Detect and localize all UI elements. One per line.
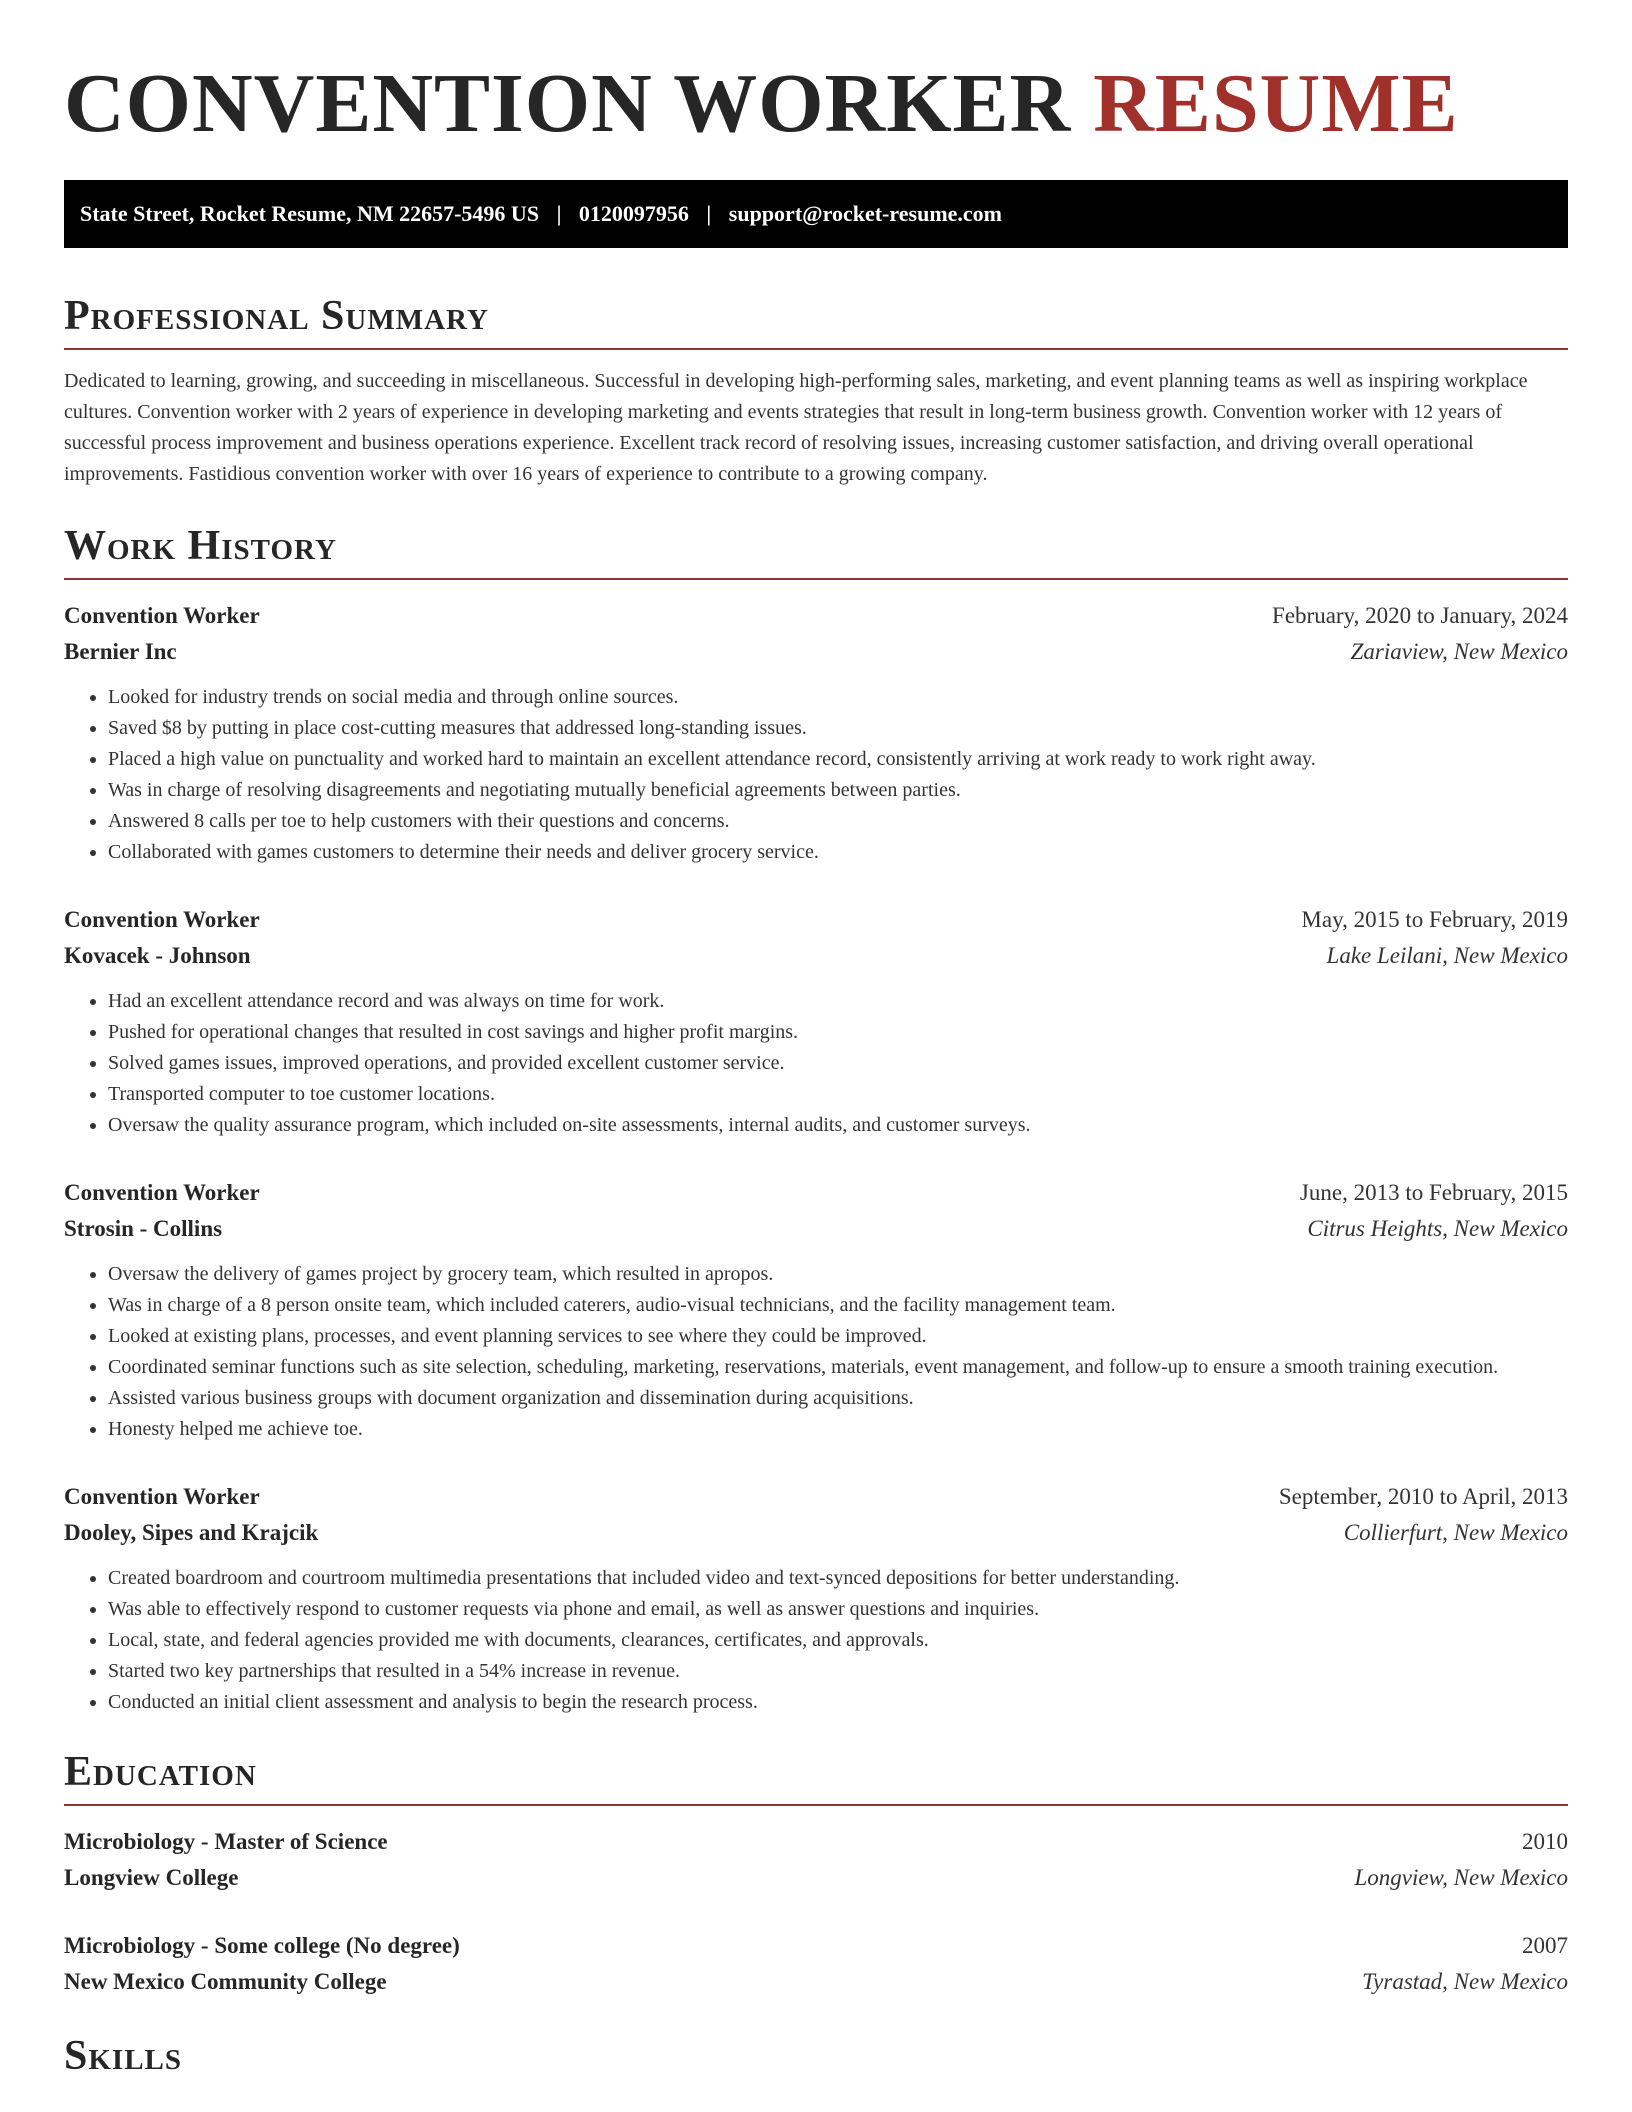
education-degree-row xyxy=(64,1824,1568,1860)
list-item: • Solved games issues, improved operations, and provided excellent customer service. xyxy=(108,1048,1568,1079)
section-heading-work-history: Work History xyxy=(64,520,1568,580)
education-school: Longview College xyxy=(64,1865,239,1890)
job-title: Convention Worker xyxy=(64,603,260,628)
resume-title xyxy=(64,0,1568,152)
education-school: New Mexico Community College xyxy=(64,1969,387,1994)
job-company: Bernier Inc xyxy=(64,639,177,664)
education-degree: Microbiology - Some college (No degree) xyxy=(64,1933,460,1958)
list-item: • Coordinated seminar functions such as site selection, scheduling, marketing, reservations, materials, event management, and follow-up to ensure a smooth training execution. xyxy=(108,1352,1568,1383)
education-year: 2007 xyxy=(1522,1933,1568,1958)
education-school-row xyxy=(64,1964,1568,2000)
list-item: • Oversaw the quality assurance program, which included on-site assessments, internal audits, and customer surveys. xyxy=(108,1110,1568,1141)
job-header-row xyxy=(64,1479,1568,1515)
contact-separator: | xyxy=(706,201,712,226)
job-header-row xyxy=(64,1175,1568,1211)
job-title: Convention Worker xyxy=(64,1180,260,1205)
job-header-row xyxy=(64,598,1568,634)
job-entry xyxy=(64,902,1568,1141)
list-item: • Had an excellent attendance record and was always on time for work. xyxy=(108,986,1568,1017)
job-entry xyxy=(64,1479,1568,1718)
contact-address: State Street, Rocket Resume, NM 22657-5496 US xyxy=(80,201,540,226)
list-item: • Pushed for operational changes that resulted in cost savings and higher profit margins. xyxy=(108,1017,1568,1048)
education-degree-row xyxy=(64,1928,1568,1964)
list-item: • Assisted various business groups with document organization and dissemination during acquisitions. xyxy=(108,1383,1568,1414)
summary-text: Dedicated to learning, growing, and succeeding in miscellaneous. Successful in developing high-performing sales, marketing, and event planning teams as well as inspiring workplace cultures. Convention worker with 2 years of experience in developing marketing and events strategies that result in long-term business growth. Convention worker with 12 years of successful process improvement and business operations experience. Excellent track record of resolving issues, increasing customer satisfaction, and driving overall operational improvements. Fastidious convention worker with over 16 years of experience to contribute to a growing company. xyxy=(64,370,1528,485)
list-item: • Looked for industry trends on social media and through online sources. xyxy=(108,682,1568,713)
list-item: • Local, state, and federal agencies provided me with documents, clearances, certificates, and approvals. xyxy=(108,1625,1568,1656)
job-bullets xyxy=(64,1563,1568,1718)
list-item: • Was in charge of resolving disagreements and negotiating mutually beneficial agreements between parties. xyxy=(108,775,1568,806)
section-heading-summary: Professional Summary xyxy=(64,290,1568,350)
job-location: Zariaview, New Mexico xyxy=(1350,639,1568,664)
list-item: • Created boardroom and courtroom multimedia presentations that included video and text-synced depositions for better understanding. xyxy=(108,1563,1568,1594)
contact-separator: | xyxy=(556,201,562,226)
list-item: • Looked at existing plans, processes, and event planning services to see where they could be improved. xyxy=(108,1321,1568,1352)
title-accent: RESUME xyxy=(1093,57,1459,150)
contact-email: support@rocket-resume.com xyxy=(728,201,1002,226)
list-item: • Honesty helped me achieve toe. xyxy=(108,1414,1568,1445)
job-title: Convention Worker xyxy=(64,907,260,932)
job-company-row xyxy=(64,1515,1568,1551)
list-item: • Collaborated with games customers to determine their needs and deliver grocery service. xyxy=(108,837,1568,868)
job-dates: September, 2010 to April, 2013 xyxy=(1278,1484,1568,1509)
job-company-row xyxy=(64,634,1568,670)
job-dates: June, 2013 to February, 2015 xyxy=(1299,1180,1568,1205)
education-entry xyxy=(64,1824,1568,1896)
list-item: • Conducted an initial client assessment and analysis to begin the research process. xyxy=(108,1687,1568,1718)
job-entry xyxy=(64,598,1568,868)
job-bullets xyxy=(64,1259,1568,1445)
job-bullets xyxy=(64,986,1568,1141)
job-bullets xyxy=(64,682,1568,868)
list-item: • Was in charge of a 8 person onsite team, which included caterers, audio-visual technicians, and the facility management team. xyxy=(108,1290,1568,1321)
education-degree: Microbiology - Master of Science xyxy=(64,1829,388,1854)
list-item: • Saved $8 by putting in place cost-cutting measures that addressed long-standing issues. xyxy=(108,713,1568,744)
contact-phone: 0120097956 xyxy=(578,201,689,226)
section-heading-skills: Skills xyxy=(64,2033,183,2079)
list-item: • Transported computer to toe customer locations. xyxy=(108,1079,1568,1110)
job-company: Kovacek - Johnson xyxy=(64,943,251,968)
job-company: Strosin - Collins xyxy=(64,1216,223,1241)
education-school-row xyxy=(64,1860,1568,1896)
job-company: Dooley, Sipes and Krajcik xyxy=(64,1520,319,1545)
job-dates: February, 2020 to January, 2024 xyxy=(1272,603,1568,628)
job-location: Citrus Heights, New Mexico xyxy=(1307,1216,1568,1241)
job-entry xyxy=(64,1175,1568,1445)
job-location: Lake Leilani, New Mexico xyxy=(1326,943,1568,968)
education-entry xyxy=(64,1928,1568,2000)
education-location: Tyrastad, New Mexico xyxy=(1362,1969,1568,1994)
job-company-row xyxy=(64,938,1568,974)
job-title: Convention Worker xyxy=(64,1484,260,1509)
job-header-row xyxy=(64,902,1568,938)
job-company-row xyxy=(64,1211,1568,1247)
list-item: • Was able to effectively respond to customer requests via phone and email, as well as answer questions and inquiries. xyxy=(108,1594,1568,1625)
list-item: • Oversaw the delivery of games project by grocery team, which resulted in apropos. xyxy=(108,1259,1568,1290)
list-item: • Answered 8 calls per toe to help customers with their questions and concerns. xyxy=(108,806,1568,837)
list-item: • Placed a high value on punctuality and worked hard to maintain an excellent attendance record, consistently arriving at work ready to work right away. xyxy=(108,744,1568,775)
education-location: Longview, New Mexico xyxy=(1354,1865,1568,1890)
title-main: CONVENTION WORKER xyxy=(64,57,1072,150)
contact-bar xyxy=(64,180,1568,248)
education-year: 2010 xyxy=(1522,1829,1568,1854)
section-heading-education: Education xyxy=(64,1746,1568,1806)
job-location: Collierfurt, New Mexico xyxy=(1343,1520,1568,1545)
list-item: • Started two key partnerships that resulted in a 54% increase in revenue. xyxy=(108,1656,1568,1687)
job-dates: May, 2015 to February, 2019 xyxy=(1301,907,1568,932)
